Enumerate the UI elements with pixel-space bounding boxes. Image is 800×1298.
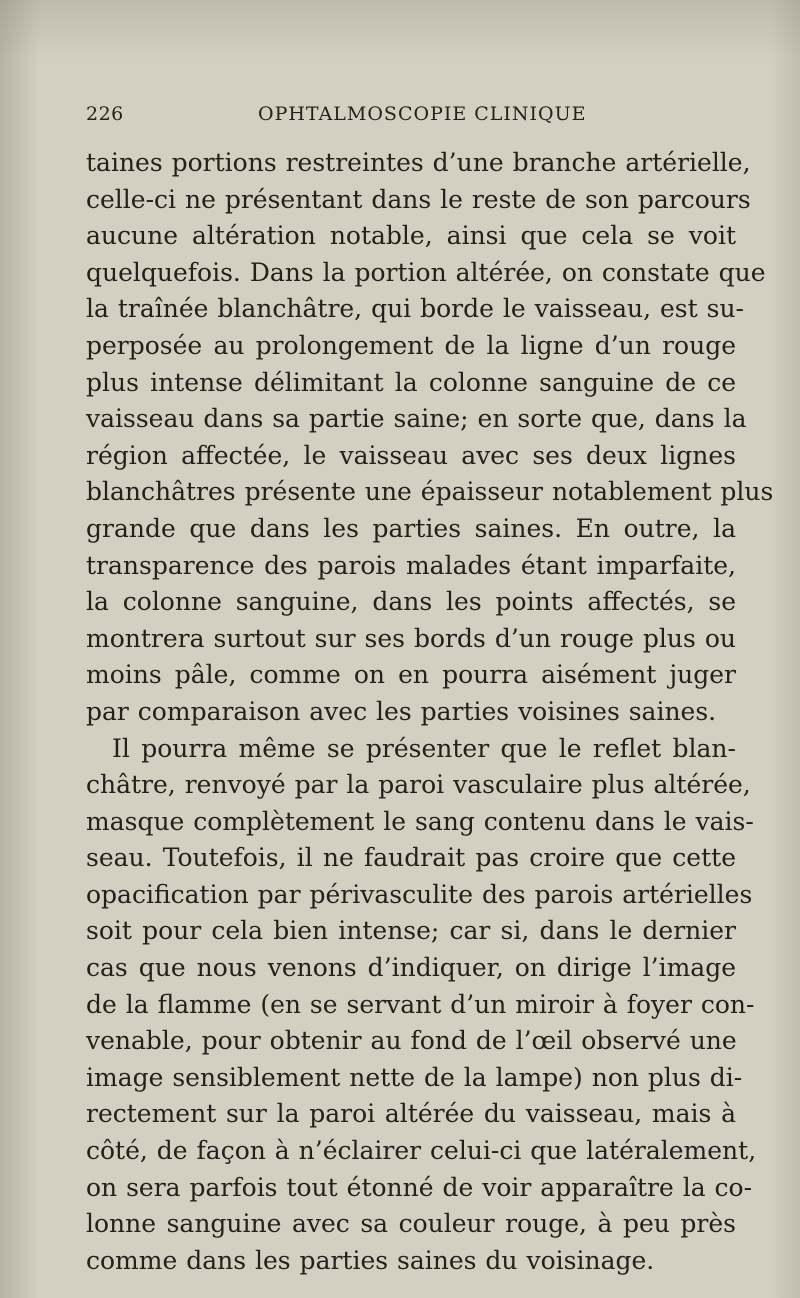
text-line: masque complètement le sang contenu dans le vais- — [86, 806, 754, 836]
text-line: soit pour cela bien intense; car si, dans le dernier — [86, 916, 736, 946]
text-line: plus intense délimitant la colonne sanguine de ce — [86, 367, 736, 397]
text-line: blanchâtres présente une épaisseur notablement plus — [86, 477, 774, 507]
text-line: grande que dans les parties saines. En outre, la — [86, 513, 736, 543]
text-line: la traînée blanchâtre, qui borde le vaisseau, est su- — [86, 294, 744, 324]
text-line: côté, de façon à n’éclairer celui-ci que latéralement, — [86, 1136, 757, 1166]
page-number: 226 — [86, 103, 124, 125]
text-line: la colonne sanguine, dans les points affectés, se — [86, 587, 736, 617]
text-line: montrera surtout sur ses bords d’un rouge plus ou — [86, 623, 736, 653]
paragraph-start-line: Il pourra même se présenter que le reflet blan- — [112, 733, 736, 763]
text-line: châtre, renvoyé par la paroi vasculaire plus altérée, — [86, 770, 751, 800]
running-head — [86, 103, 726, 129]
text-line: on sera parfois tout étonné de voir apparaître la co- — [86, 1172, 753, 1202]
text-line: image sensiblement nette de la lampe) non plus di- — [86, 1062, 743, 1092]
body-text — [86, 145, 774, 1279]
text-line: région affectée, le vaisseau avec ses deux lignes — [86, 440, 736, 470]
text-line: moins pâle, comme on en pourra aisément juger — [86, 660, 736, 690]
text-line: seau. Toutefois, il ne faudrait pas croire que cette — [86, 843, 736, 873]
text-line: quelquefois. Dans la portion altérée, on constate que — [86, 257, 766, 287]
text-line: taines portions restreintes d’une branche artérielle, — [86, 148, 751, 177]
running-title: OPHTALMOSCOPIE CLINIQUE — [258, 103, 587, 125]
text-line: de la flamme (en se servant d’un miroir à foyer con- — [86, 989, 755, 1019]
text-line: aucune altération notable, ainsi que cela se voit — [86, 221, 736, 251]
text-line: perposée au prolongement de la ligne d’un rouge — [86, 330, 736, 360]
text-line: transparence des parois malades étant imparfaite, — [86, 550, 736, 580]
text-line: comme dans les parties saines du voisinage. — [86, 1245, 655, 1275]
text-line: venable, pour obtenir au fond de l’œil observé une — [86, 1026, 737, 1056]
text-line: vaisseau dans sa partie saine; en sorte que, dans la — [86, 404, 747, 434]
text-line: rectement sur la paroi altérée du vaisseau, mais à — [86, 1099, 736, 1129]
text-line: cas que nous venons d’indiquer, on dirige l’image — [86, 953, 736, 983]
text-line: opacification par périvasculite des parois artérielles — [86, 879, 753, 909]
text-line: par comparaison avec les parties voisines saines. — [86, 696, 717, 726]
text-line: lonne sanguine avec sa couleur rouge, à peu près — [86, 1209, 736, 1239]
text-line: celle-ci ne présentant dans le reste de son parcours — [86, 184, 751, 214]
